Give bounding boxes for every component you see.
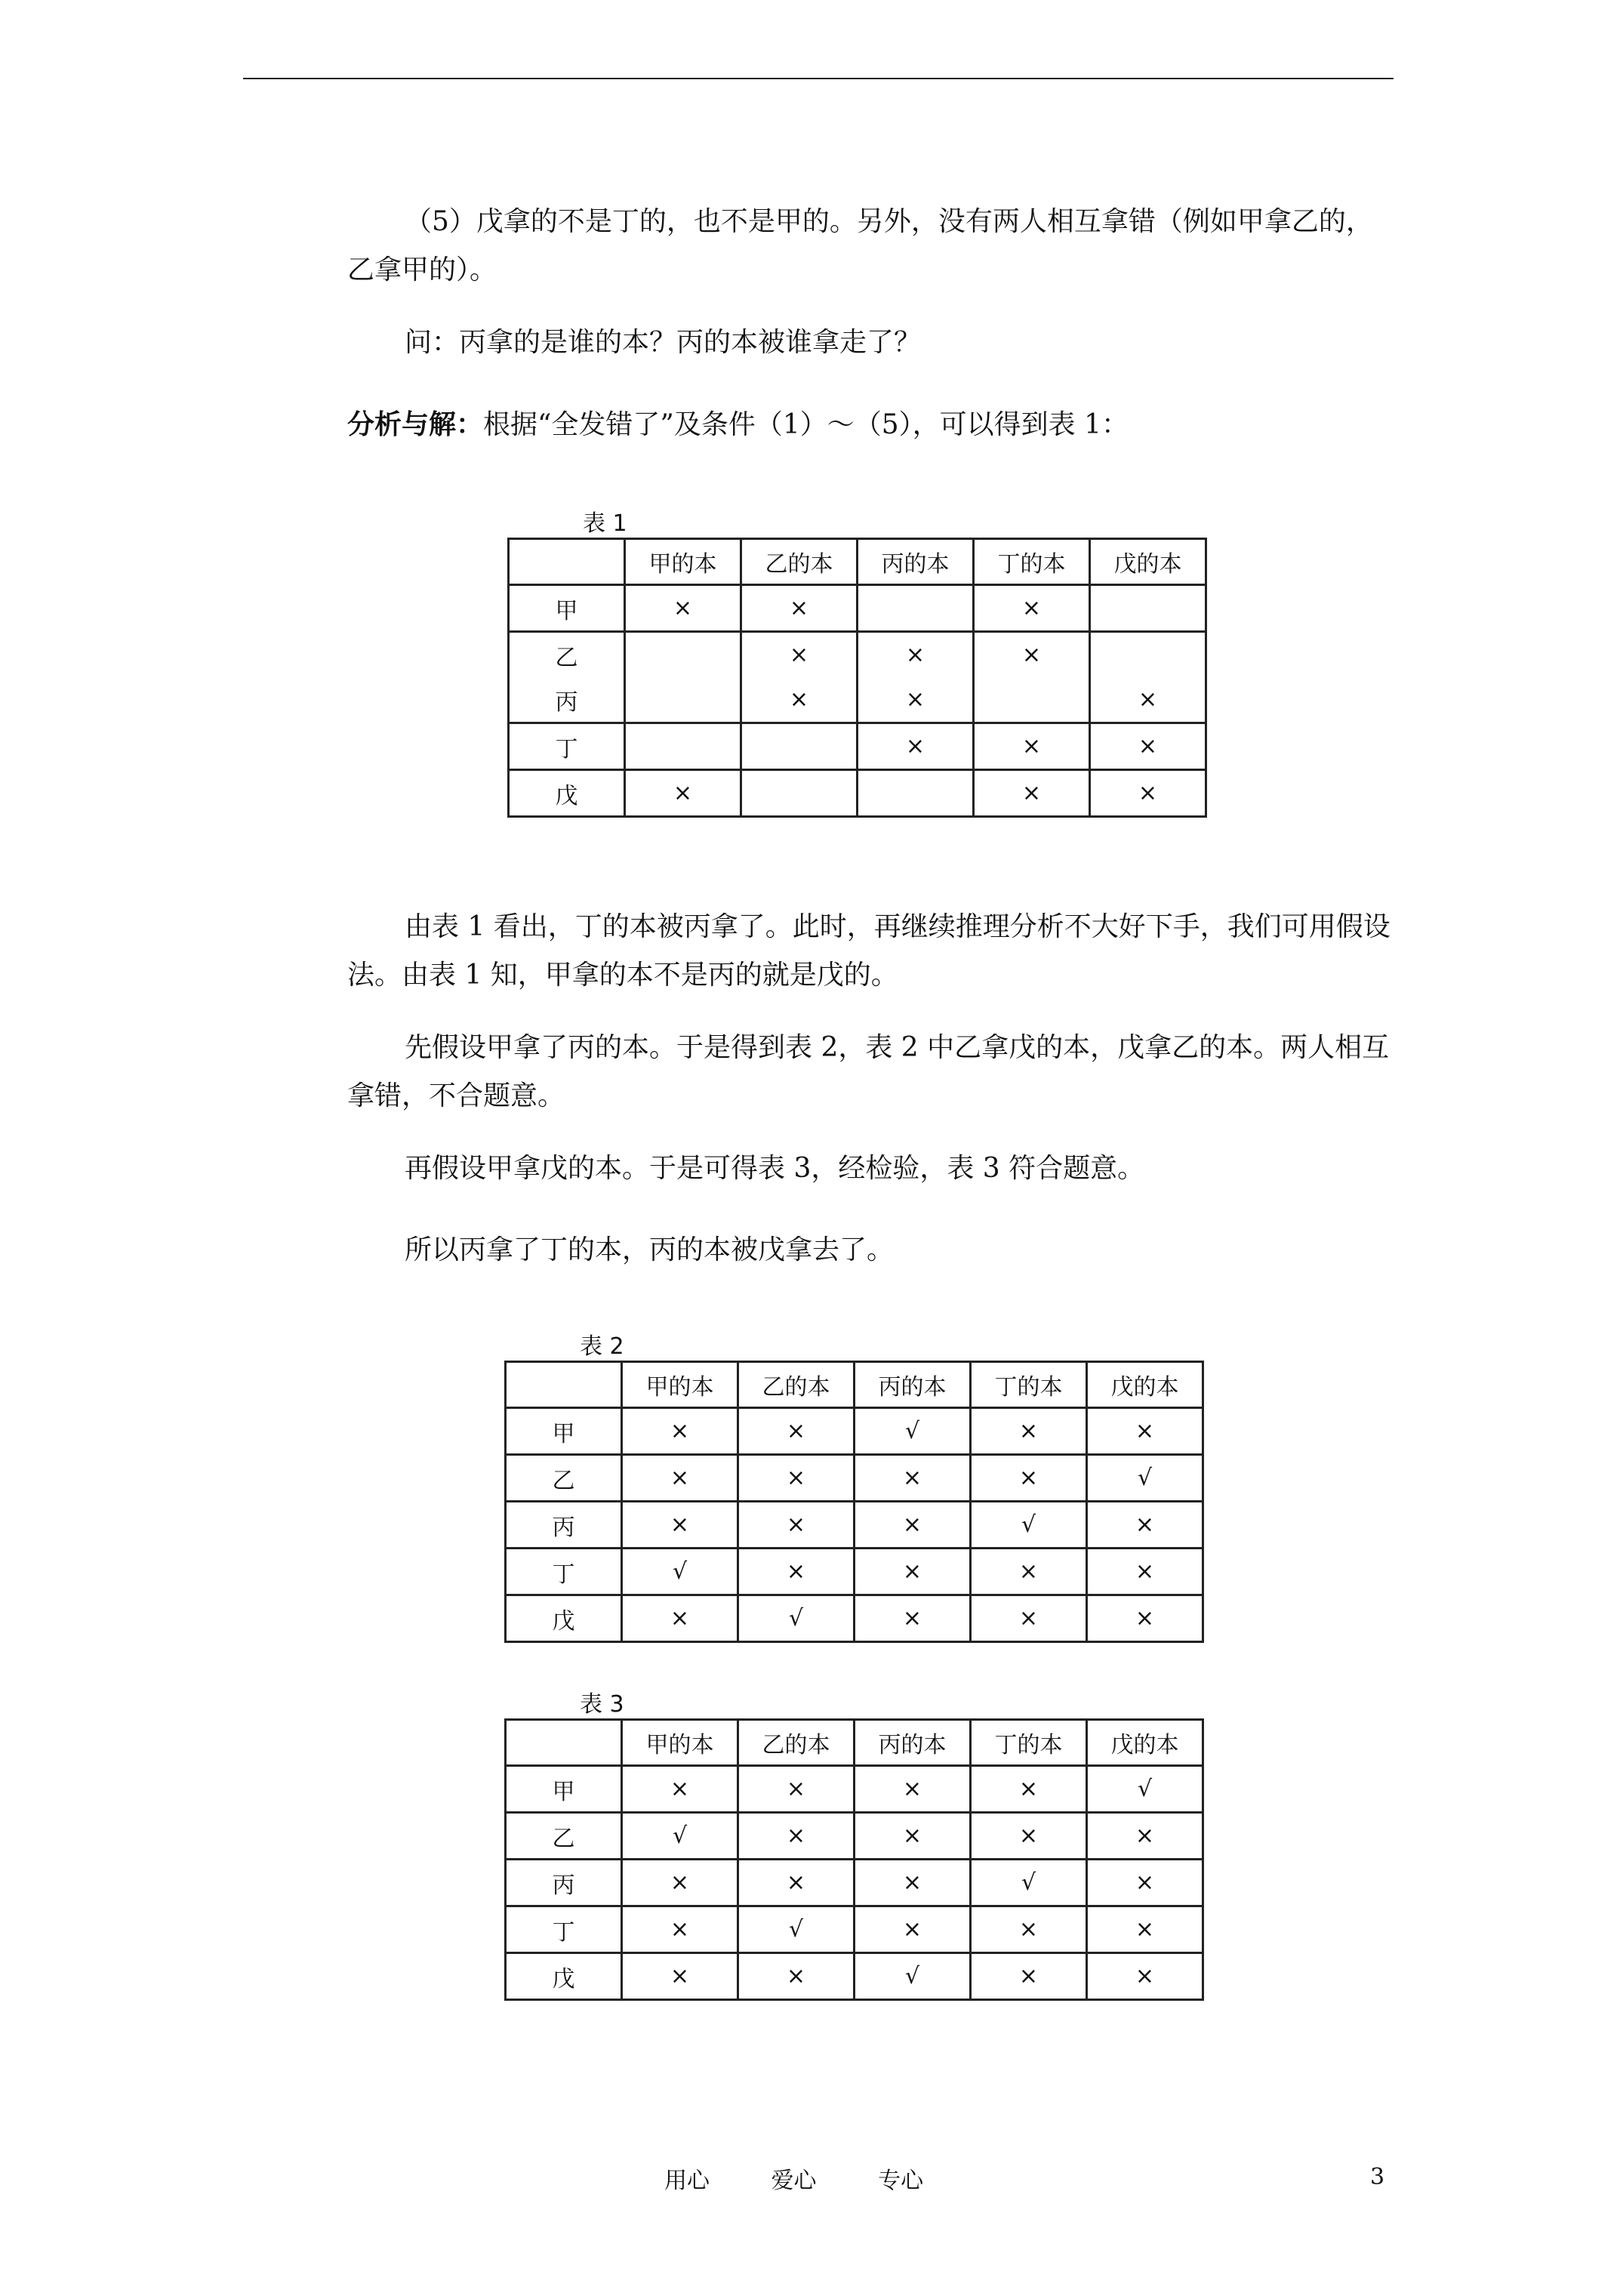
table-cell: √ <box>622 1813 738 1860</box>
table-cell: × <box>855 1860 971 1906</box>
table-cell: × <box>971 1953 1087 2000</box>
table-cell: × <box>1087 1408 1203 1455</box>
table-cell: × <box>738 1502 855 1549</box>
col-header: 丁的本 <box>974 539 1090 585</box>
footer-item: 专心 <box>878 2168 924 2194</box>
paragraph-analysis <box>347 400 1398 449</box>
table-cell: × <box>971 1906 1087 1953</box>
col-header: 戊的本 <box>1087 1720 1203 1766</box>
col-header: 丁的本 <box>971 1362 1087 1408</box>
col-header: 戊的本 <box>1090 539 1206 585</box>
table-2-caption: 表 2 <box>580 1333 624 1360</box>
table-cell: √ <box>971 1860 1087 1906</box>
table-cell: × <box>625 770 741 817</box>
row-header: 乙 <box>506 1455 622 1502</box>
row-header: 丁 <box>506 1549 622 1595</box>
table-cell: × <box>622 1502 738 1549</box>
table-cell: × <box>738 1766 855 1813</box>
col-header: 甲的本 <box>625 539 741 585</box>
col-header: 丙的本 <box>858 539 974 585</box>
row-header: 戊 <box>509 770 625 817</box>
table-cell: × <box>855 1455 971 1502</box>
row-header: 丙 <box>509 677 625 723</box>
col-header: 丙的本 <box>855 1362 971 1408</box>
row-header: 乙 <box>506 1813 622 1860</box>
table-1 <box>507 538 1207 818</box>
col-header: 甲的本 <box>622 1720 738 1766</box>
table-3 <box>504 1718 1204 2001</box>
table-cell: √ <box>738 1595 855 1642</box>
corner-cell <box>509 539 625 585</box>
col-header: 乙的本 <box>738 1362 855 1408</box>
table-cell: × <box>1090 677 1206 723</box>
col-header: 丁的本 <box>971 1720 1087 1766</box>
footer-motto <box>664 2162 978 2195</box>
table-cell: × <box>974 632 1090 678</box>
table-cell: × <box>741 632 858 678</box>
table-cell: × <box>1090 770 1206 817</box>
row-header: 丁 <box>506 1906 622 1953</box>
table-cell <box>741 770 858 817</box>
table-cell: × <box>974 770 1090 817</box>
table-cell: × <box>971 1408 1087 1455</box>
table-row <box>506 1766 1203 1813</box>
table-cell: × <box>971 1813 1087 1860</box>
table-cell <box>625 723 741 770</box>
table-cell <box>858 770 974 817</box>
table-cell <box>625 677 741 723</box>
corner-cell <box>506 1720 622 1766</box>
table-cell <box>858 585 974 632</box>
analysis-label: 分析与解： <box>347 408 484 440</box>
table-row <box>506 1906 1203 1953</box>
table-row <box>506 1455 1203 1502</box>
table-2 <box>504 1361 1204 1643</box>
table-cell: × <box>741 677 858 723</box>
table-cell: × <box>1087 1813 1203 1860</box>
table-1-caption: 表 1 <box>583 510 627 537</box>
table-cell: √ <box>1087 1455 1203 1502</box>
row-header: 甲 <box>509 585 625 632</box>
table-cell: × <box>971 1455 1087 1502</box>
table-cell: √ <box>855 1408 971 1455</box>
table-cell: × <box>1090 723 1206 770</box>
table-row <box>506 1953 1203 2000</box>
col-header: 甲的本 <box>622 1362 738 1408</box>
table-cell: × <box>1087 1906 1203 1953</box>
table-cell: √ <box>1087 1766 1203 1813</box>
table-header-row <box>506 1720 1203 1766</box>
table-cell: × <box>858 677 974 723</box>
table-header-row <box>509 539 1206 585</box>
table-cell: × <box>855 1595 971 1642</box>
table-cell: × <box>622 1595 738 1642</box>
footer-item: 爱心 <box>771 2168 817 2194</box>
table-cell: × <box>738 1408 855 1455</box>
table-cell: × <box>855 1502 971 1549</box>
table-row <box>509 723 1206 770</box>
table-cell: × <box>1087 1595 1203 1642</box>
table-cell: × <box>622 1455 738 1502</box>
table-cell: × <box>855 1906 971 1953</box>
table-cell: × <box>741 585 858 632</box>
row-header: 戊 <box>506 1953 622 2000</box>
analysis-text: 根据“全发错了”及条件（1）～（5），可以得到表 1： <box>483 409 1129 440</box>
table-cell: × <box>1087 1502 1203 1549</box>
table-row <box>509 632 1206 678</box>
col-header: 丙的本 <box>855 1720 971 1766</box>
table-cell: × <box>1087 1860 1203 1906</box>
paragraph-conclusion: 所以丙拿了丁的本，丙的本被戊拿去了。 <box>405 1234 895 1265</box>
table-row <box>506 1595 1203 1642</box>
table-cell: × <box>974 723 1090 770</box>
table-cell: × <box>738 1549 855 1595</box>
table-cell: × <box>974 585 1090 632</box>
table-cell: × <box>1087 1953 1203 2000</box>
table-cell: × <box>622 1906 738 1953</box>
row-header: 丙 <box>506 1860 622 1906</box>
table-cell: √ <box>855 1953 971 2000</box>
row-header: 丙 <box>506 1502 622 1549</box>
table-cell <box>1090 585 1206 632</box>
table-cell: × <box>855 1813 971 1860</box>
table-cell: √ <box>738 1906 855 1953</box>
table-cell: × <box>858 723 974 770</box>
table-cell <box>625 632 741 678</box>
table-cell: × <box>971 1766 1087 1813</box>
table-row <box>506 1860 1203 1906</box>
table-cell <box>741 723 858 770</box>
row-header: 甲 <box>506 1408 622 1455</box>
col-header: 乙的本 <box>738 1720 855 1766</box>
table-cell: √ <box>971 1502 1087 1549</box>
header-rule <box>243 78 1394 79</box>
table-cell <box>974 677 1090 723</box>
table-row <box>506 1408 1203 1455</box>
table-cell: × <box>738 1455 855 1502</box>
paragraph-table1-result: 由表 1 看出，丁的本被丙拿了。此时，再继续推理分析不大好下手，我们可用假设法。由表 1 知，甲拿的本不是丙的就是戊的。 <box>347 911 1390 991</box>
table-row <box>509 585 1206 632</box>
table-row <box>506 1502 1203 1549</box>
table-cell: × <box>1087 1549 1203 1595</box>
col-header: 乙的本 <box>741 539 858 585</box>
paragraph-assume-wu: 再假设甲拿戊的本。于是可得表 3，经检验，表 3 符合题意。 <box>405 1153 1145 1184</box>
table-cell: × <box>622 1953 738 2000</box>
table-row <box>506 1549 1203 1595</box>
paragraph-assume-bing: 先假设甲拿了丙的本。于是得到表 2，表 2 中乙拿戊的本，戊拿乙的本。两人相互拿错，不合题意。 <box>347 1032 1390 1111</box>
page-number: 3 <box>1370 2164 1385 2190</box>
table-header-row <box>506 1362 1203 1408</box>
table-cell: × <box>855 1549 971 1595</box>
table-cell: × <box>858 632 974 678</box>
corner-cell <box>506 1362 622 1408</box>
table-row <box>509 677 1206 723</box>
table-cell: × <box>855 1766 971 1813</box>
table-cell: × <box>622 1766 738 1813</box>
col-header: 戊的本 <box>1087 1362 1203 1408</box>
table-cell: × <box>971 1595 1087 1642</box>
row-header: 甲 <box>506 1766 622 1813</box>
footer-item: 用心 <box>664 2168 710 2194</box>
table-cell: √ <box>622 1549 738 1595</box>
table-3-caption: 表 3 <box>580 1691 624 1718</box>
table-cell: × <box>625 585 741 632</box>
table-cell: × <box>738 1813 855 1860</box>
row-header: 戊 <box>506 1595 622 1642</box>
table-row <box>509 770 1206 817</box>
row-header: 乙 <box>509 632 625 678</box>
table-cell <box>1090 632 1206 678</box>
table-row <box>506 1813 1203 1860</box>
table-cell: × <box>622 1408 738 1455</box>
table-cell: × <box>971 1549 1087 1595</box>
row-header: 丁 <box>509 723 625 770</box>
paragraph-condition-5: （5）戊拿的不是丁的，也不是甲的。另外，没有两人相互拿错（例如甲拿乙的，乙拿甲的）。 <box>347 206 1373 285</box>
table-cell: × <box>622 1860 738 1906</box>
table-cell: × <box>738 1953 855 2000</box>
paragraph-question: 问：丙拿的是谁的本？丙的本被谁拿走了？ <box>405 327 922 358</box>
table-cell: × <box>738 1860 855 1906</box>
